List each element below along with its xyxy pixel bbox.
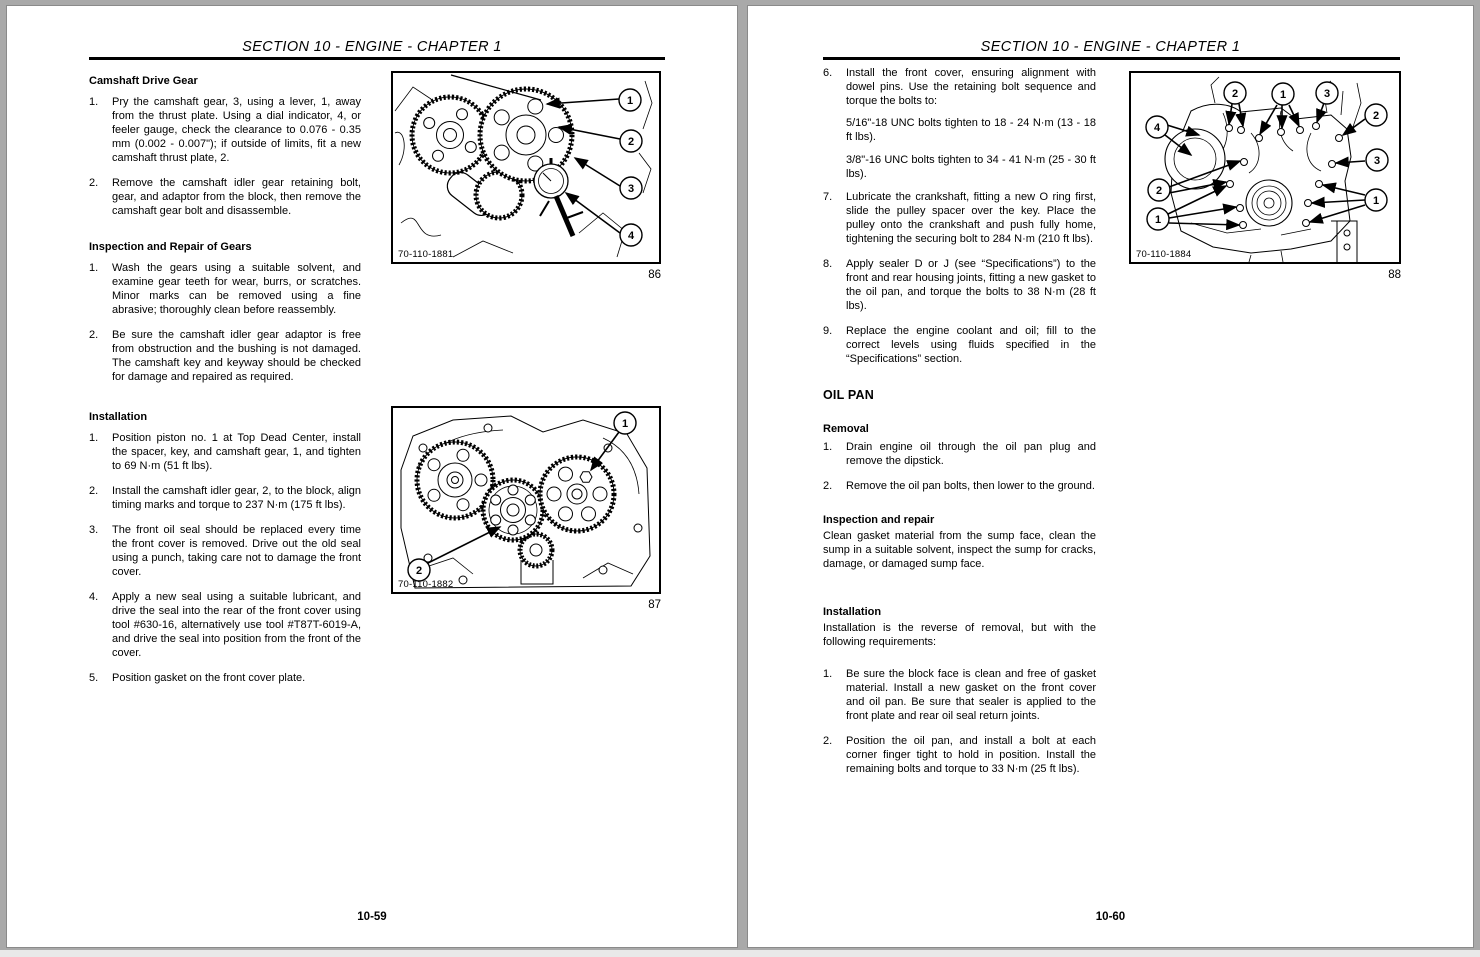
list-number: 2.	[89, 485, 99, 497]
list-item	[89, 431, 361, 473]
list-number: 7.	[823, 191, 833, 203]
list-text: Position gasket on the front cover plate.	[112, 672, 306, 684]
list-number: 1.	[89, 262, 99, 274]
list-number: 3.	[89, 524, 99, 536]
callout-2	[620, 130, 642, 152]
header-rule	[823, 57, 1400, 60]
list-item	[89, 523, 361, 579]
svg-text:2: 2	[627, 136, 635, 148]
svg-text:1: 1	[1154, 214, 1162, 226]
list-item	[823, 66, 1096, 108]
list-text: The front oil seal should be replaced every time the front cover is removed. Drive out the old seal using a punch, taking care not to damage the front cover.	[112, 524, 361, 578]
callout-4	[1146, 116, 1168, 138]
list-number: 2.	[823, 735, 833, 747]
list-number: 9.	[823, 325, 833, 337]
torque-spec: 5/16"-18 UNC bolts tighten to 18 - 24 N·m (13 - 18 ft lbs).	[846, 117, 1096, 143]
figure-caption: 70-110-1882	[398, 579, 454, 590]
callout-3	[1366, 149, 1388, 171]
list-text: Install the camshaft idler gear, 2, to the block, align timing marks and torque to 237 N·m (175 ft lbs).	[112, 485, 361, 511]
list-text: Wash the gears using a suitable solvent, and examine gear teeth for wear, burrs, or scratches. Minor marks can be removed using a fine abrasive; thoroughly clean before reassembly.	[112, 262, 361, 316]
list-item	[823, 324, 1096, 366]
callout-1	[1365, 189, 1387, 211]
svg-text:1: 1	[621, 418, 629, 430]
svg-text:3: 3	[627, 183, 635, 195]
list-number: 2.	[89, 329, 99, 341]
header-rule	[89, 57, 665, 60]
torque-spec: 3/8"-16 UNC bolts tighten to 34 - 41 N·m (25 - 30 ft lbs).	[846, 154, 1096, 180]
callout-2	[1365, 104, 1387, 126]
section-heading-oil-pan: OIL PAN	[823, 388, 874, 402]
list-number: 1.	[823, 668, 833, 680]
list-text: Position the oil pan, and install a bolt at each corner finger tight to hold in position. Install the remaining bolts and torque to 33 N·m (25 ft lbs).	[846, 735, 1096, 775]
svg-text:1: 1	[1279, 89, 1287, 101]
figure-88-front-cover-bolt-sequence	[1129, 71, 1401, 264]
svg-text:2: 2	[1155, 185, 1163, 197]
right-text-column	[823, 66, 1096, 787]
list-item	[823, 667, 1096, 723]
list-item	[89, 484, 361, 512]
callout-3	[1316, 82, 1338, 104]
callout-1	[619, 89, 641, 111]
svg-text:2: 2	[1372, 110, 1380, 122]
list-text: Replace the engine coolant and oil; fill to the correct levels using fluids specified in the “Specifications” section.	[846, 325, 1096, 365]
list-number: 1.	[823, 441, 833, 453]
list-text: Remove the camshaft idler gear retaining bolt, gear, and adaptor from the block, then remove the camshaft gear bolt and disassemble.	[112, 177, 361, 217]
list-text: Position piston no. 1 at Top Dead Center, install the spacer, key, and camshaft gear, 1, and tighten to 69 N·m (51 ft lbs).	[112, 432, 361, 472]
list-item	[823, 734, 1096, 776]
list-number: 2.	[89, 177, 99, 189]
list-item	[89, 590, 361, 660]
figure-number: 88	[1388, 269, 1401, 281]
svg-text:1: 1	[1372, 195, 1380, 207]
svg-text:4: 4	[627, 230, 635, 242]
bottom-margin-strip	[0, 950, 1480, 957]
list-text: Be sure the block face is clean and free of gasket material. Install a new gasket on the front cover and oil pan. Be sure that sealer is applied to the front plate and rear oil seal return joints.	[846, 668, 1096, 722]
list-number: 2.	[823, 480, 833, 492]
section-text: Clean gasket material from the sump face, clean the sump in a suitable solvent, inspect the sump for cracks, damage, or damaged sump face.	[823, 530, 1096, 570]
figure-87-timing-gears-diagram	[391, 406, 661, 594]
figure-caption: 70-110-1884	[1136, 249, 1192, 260]
svg-text:3: 3	[1323, 88, 1331, 100]
svg-text:4: 4	[1153, 122, 1161, 134]
list-number: 8.	[823, 258, 833, 270]
gear-diagram-87	[393, 408, 659, 592]
section-heading-inspection-repair: Inspection and repair	[823, 514, 935, 526]
list-text: Apply a new seal using a suitable lubricant, and drive the seal into the rear of the front cover using tool #630-16, alternatively use tool #T87T-6019-A, and drive the seal into position from the front of the cover.	[112, 591, 361, 659]
figure-number: 87	[648, 599, 661, 611]
figure-caption: 70-110-1881	[398, 249, 454, 260]
gear-diagram-86	[393, 73, 659, 262]
section-heading-removal: Removal	[823, 423, 869, 435]
list-item	[89, 328, 361, 384]
section-intro: Installation is the reverse of removal, but with the following requirements:	[823, 622, 1096, 648]
list-item	[89, 95, 361, 165]
figure-number: 86	[648, 269, 661, 281]
svg-text:2: 2	[1231, 88, 1239, 100]
list-item	[89, 261, 361, 317]
list-number: 1.	[89, 96, 99, 108]
callout-1	[1147, 208, 1169, 230]
list-text: Pry the camshaft gear, 3, using a lever, 1, away from the thrust plate. Using a dial indicator, 4, or feeler gauge, check the clearance to 0.076 - 0.35 mm (0.002 - 0.007"); if outside of limits, fit a new camshaft thrust plate, 2.	[112, 96, 361, 164]
list-text: Drain engine oil through the oil pan plug and remove the dipstick.	[846, 441, 1096, 467]
callout-4	[620, 224, 642, 246]
list-number: 6.	[823, 67, 833, 79]
list-item	[823, 479, 1096, 493]
list-text: Apply sealer D or J (see “Specifications”) to the front and rear housing joints, fitting a new gasket to the oil pan, and torque the bolts to 38 N·m (28 ft lbs).	[846, 258, 1096, 312]
front-cover-diagram-88	[1131, 73, 1399, 262]
section-heading-installation: Installation	[89, 411, 148, 423]
list-number: 5.	[89, 672, 99, 684]
list-text: Lubricate the crankshaft, fitting a new O ring first, slide the pulley spacer over the key. Place the pulley onto the crankshaft and push fully home, tightening the securing bolt to 284 N·m (210 ft lbs).	[846, 191, 1096, 245]
callout-2	[1148, 179, 1170, 201]
manual-page-left	[6, 5, 738, 948]
section-heading-inspection-repair-gears: Inspection and Repair of Gears	[89, 241, 252, 253]
page-number: 10-60	[1095, 911, 1126, 923]
page-header-title: SECTION 10 - ENGINE - CHAPTER 1	[980, 39, 1241, 55]
list-number: 1.	[89, 432, 99, 444]
list-item	[823, 440, 1096, 468]
list-item	[823, 190, 1096, 246]
callout-3	[620, 177, 642, 199]
page-header-title: SECTION 10 - ENGINE - CHAPTER 1	[242, 39, 502, 55]
callout-2	[1224, 82, 1246, 104]
figure-86-camshaft-gear-diagram	[391, 71, 661, 264]
section-heading-camshaft-drive-gear: Camshaft Drive Gear	[89, 75, 198, 87]
list-item	[89, 671, 361, 685]
callout-1	[1272, 83, 1294, 105]
left-text-column	[89, 74, 361, 696]
list-text: Remove the oil pan bolts, then lower to the ground.	[846, 480, 1095, 492]
svg-text:3: 3	[1373, 155, 1381, 167]
list-number: 4.	[89, 591, 99, 603]
svg-text:1: 1	[626, 95, 634, 107]
list-item	[823, 257, 1096, 313]
list-text: Be sure the camshaft idler gear adaptor is free from obstruction and the bushing is not damaged. The camshaft key and keyway should be checked for damage and repaired as required.	[112, 329, 361, 383]
page-number: 10-59	[357, 911, 387, 923]
list-item	[89, 176, 361, 218]
manual-page-right	[747, 5, 1474, 948]
callout-2	[408, 559, 430, 581]
section-heading-installation: Installation	[823, 606, 882, 618]
svg-text:2: 2	[415, 565, 423, 577]
list-text: Install the front cover, ensuring alignment with dowel pins. Use the retaining bolt sequence and torque the bolts to:	[846, 67, 1096, 107]
callout-1	[614, 412, 636, 434]
